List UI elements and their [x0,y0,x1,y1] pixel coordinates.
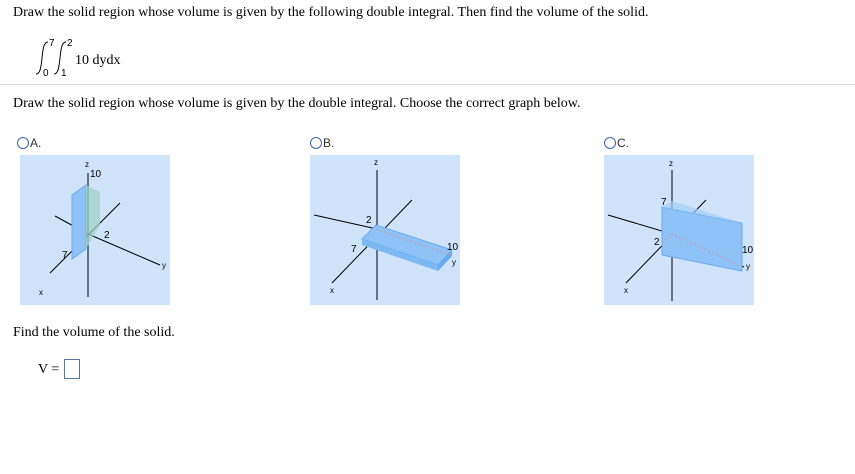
x-value-label: 7 [62,250,68,261]
y-axis-label: y [162,261,166,270]
y-value-label: 10 [742,245,754,256]
inner-lower-limit: 1 [61,68,67,78]
graph-a [20,155,170,305]
integrand: 10 dydx [75,53,121,68]
radio-a[interactable] [17,137,29,149]
x-value-label: 10 [447,242,459,253]
divider [0,84,855,85]
graph-c [604,155,754,305]
volume-input[interactable] [64,359,80,379]
z-value-label: 10 [90,169,102,180]
option-b-label: B. [323,136,335,150]
option-a-label: A. [30,136,42,150]
x-axis-label: x [39,288,43,297]
outer-lower-limit: 0 [43,68,49,78]
svg-text:z: z [374,158,378,167]
option-c[interactable] [604,136,629,150]
z-value-label: 7 [661,197,667,208]
option-b[interactable] [310,136,334,150]
inner-upper-limit: 2 [67,38,73,49]
question-3-text: Find the volume of the solid. [13,325,175,340]
option-a[interactable] [17,136,41,150]
y-axis [88,234,160,265]
y-value-label: 2 [104,230,110,241]
svg-text:z: z [669,159,673,168]
y-value-label: 2 [366,215,372,226]
svg-text:y: y [452,258,456,267]
question-1-text: Draw the solid region whose volume is given by the following double integral. Then find the volume of the solid. [13,5,649,20]
graph-b [310,155,460,305]
radio-c[interactable] [604,137,616,149]
volume-label: V = [38,362,60,377]
z-axis-label: z [85,160,89,169]
svg-text:x: x [330,286,334,295]
question-2-text: Draw the solid region whose volume is given by the double integral. Choose the correct graph below. [13,96,581,111]
svg-text:y: y [746,262,750,271]
z-value-label: 7 [351,244,357,255]
x-value-label: 2 [654,237,660,248]
svg-text:x: x [624,286,628,295]
solid-region-a [72,185,86,259]
outer-upper-limit: 7 [49,38,55,49]
option-c-label: C. [617,136,629,150]
radio-b[interactable] [310,137,322,149]
